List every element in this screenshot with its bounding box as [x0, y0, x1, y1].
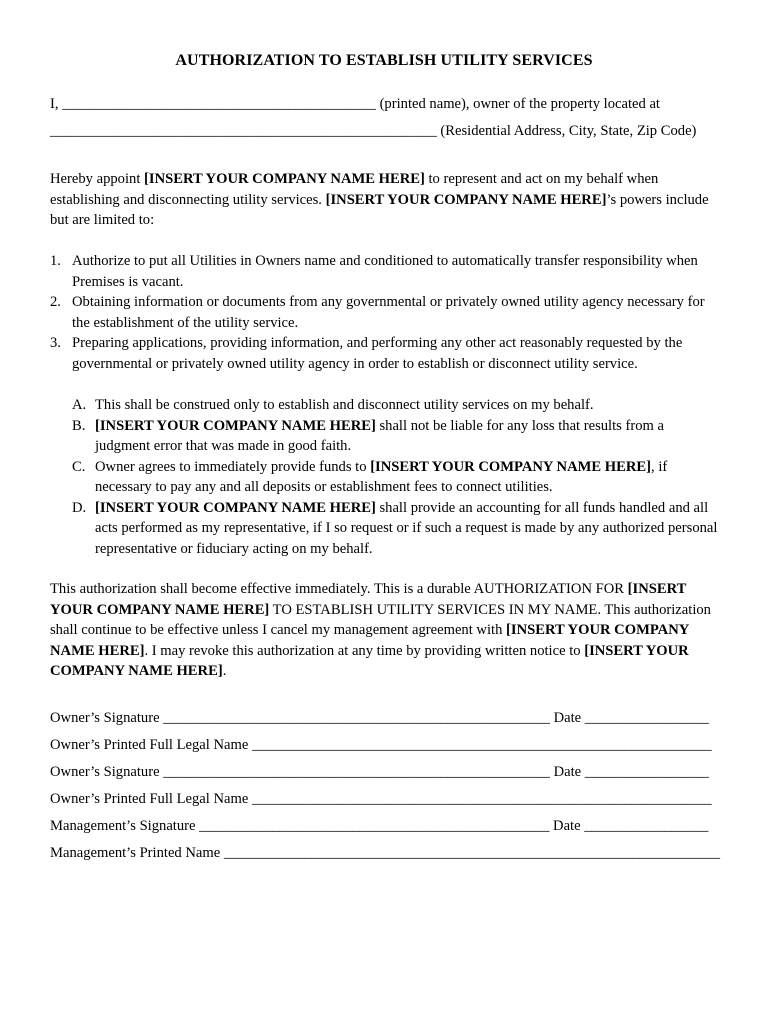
list-item — [72, 416, 722, 457]
list-item — [50, 251, 722, 292]
owner-printed-name-line: Owner’s Printed Full Legal Name _______________________________________________________________ — [50, 737, 712, 753]
list-marker: 3. — [50, 335, 61, 351]
list-item-text: Authorize to put all Utilities in Owners name and conditioned to automatically transfer responsibility when Premises is vacant. — [72, 253, 698, 290]
list-item-text: Owner agrees to immediately provide funds to — [95, 458, 371, 475]
document-title: AUTHORIZATION TO ESTABLISH UTILITY SERVICES — [175, 52, 593, 69]
list-item-text: Obtaining information or documents from any governmental or privately owned utility agency necessary for the establishment of the utility service. — [72, 294, 705, 331]
list-marker: 1. — [50, 253, 61, 269]
owner-signature-line: Owner’s Signature _____________________________________________________ Date _________________ — [50, 764, 709, 780]
effective-paragraph: This authorization shall become effective immediately. This is a durable AUTHORIZATION FOR [INSERT YOUR COMPANY NAME HERE] TO ESTABLISH UTILITY SERVICES IN MY NAME. This authorization shall continue to be effective unless I cancel my management agreement with [INSERT YOUR COMPANY NAME HERE]. I may revoke this authorization at any time by providing written notice to [INSERT YOUR COMPANY NAME HERE]. — [50, 581, 711, 679]
company-name-placeholder: [INSERT YOUR COMPANY NAME HERE] — [95, 499, 376, 516]
company-name-placeholder: [INSERT YOUR COMPANY NAME HERE] — [370, 458, 652, 475]
list-item-text: , if necessary to pay any and all deposits or establishment fees to connect utilities. — [95, 458, 668, 495]
company-name-placeholder: [INSERT YOUR COMPANY NAME HERE] — [95, 417, 376, 434]
property-address-line: _____________________________________________________ (Residential Address, City, State, Zip Code) — [50, 123, 697, 139]
company-name-placeholder: [INSERT YOUR COMPANY NAME HERE] — [50, 581, 687, 618]
conditions-list — [72, 395, 722, 559]
list-item — [72, 498, 722, 560]
management-printed-name-line: Management’s Printed Name ____________________________________________________________________ — [50, 845, 721, 861]
powers-list — [50, 251, 722, 374]
list-item-text: shall not be liable for any loss that results from a judgment error that was made in good faith. — [95, 417, 664, 454]
appointment-paragraph: Hereby appoint [INSERT YOUR COMPANY NAME HERE] to represent and act on my behalf when establishing and disconnecting utility services. [INSERT YOUR COMPANY NAME HERE]’s powers include but are limited to: — [50, 171, 709, 228]
list-item — [72, 395, 722, 416]
company-name-placeholder: [INSERT YOUR COMPANY NAME HERE] — [50, 622, 689, 659]
list-item — [72, 457, 722, 498]
list-item-text: shall provide an accounting for all funds handled and all acts performed as my representative, if I so request or if such a request is made by any authorized personal representative or fiduciary acting on my behalf. — [95, 499, 718, 557]
list-item-text: Preparing applications, providing information, and performing any other act reasonably requested by the governmental or privately owned utility agency in order to establish or disconnect utility service. — [72, 335, 683, 372]
list-item — [50, 292, 722, 333]
list-marker: C. — [72, 458, 86, 475]
company-name-placeholder: [INSERT YOUR COMPANY NAME HERE] — [144, 171, 425, 187]
company-name-placeholder: [INSERT YOUR COMPANY NAME HERE] — [50, 642, 689, 679]
management-signature-line: Management’s Signature ________________________________________________ Date _________________ — [50, 818, 709, 834]
list-marker: D. — [72, 499, 87, 516]
list-item-text: This shall be construed only to establish and disconnect utility services on my behalf. — [95, 397, 594, 413]
list-marker: A. — [72, 397, 87, 413]
list-marker: B. — [72, 417, 86, 434]
owner-signature-line: Owner’s Signature _____________________________________________________ Date _________________ — [50, 710, 709, 726]
owner-printed-name-line: Owner’s Printed Full Legal Name _______________________________________________________________ — [50, 791, 712, 807]
company-name-placeholder: [INSERT YOUR COMPANY NAME HERE] — [325, 191, 607, 208]
owner-name-line: I, ___________________________________________ (printed name), owner of the property located at — [50, 96, 660, 112]
list-item — [50, 333, 722, 374]
list-marker: 2. — [50, 294, 61, 310]
